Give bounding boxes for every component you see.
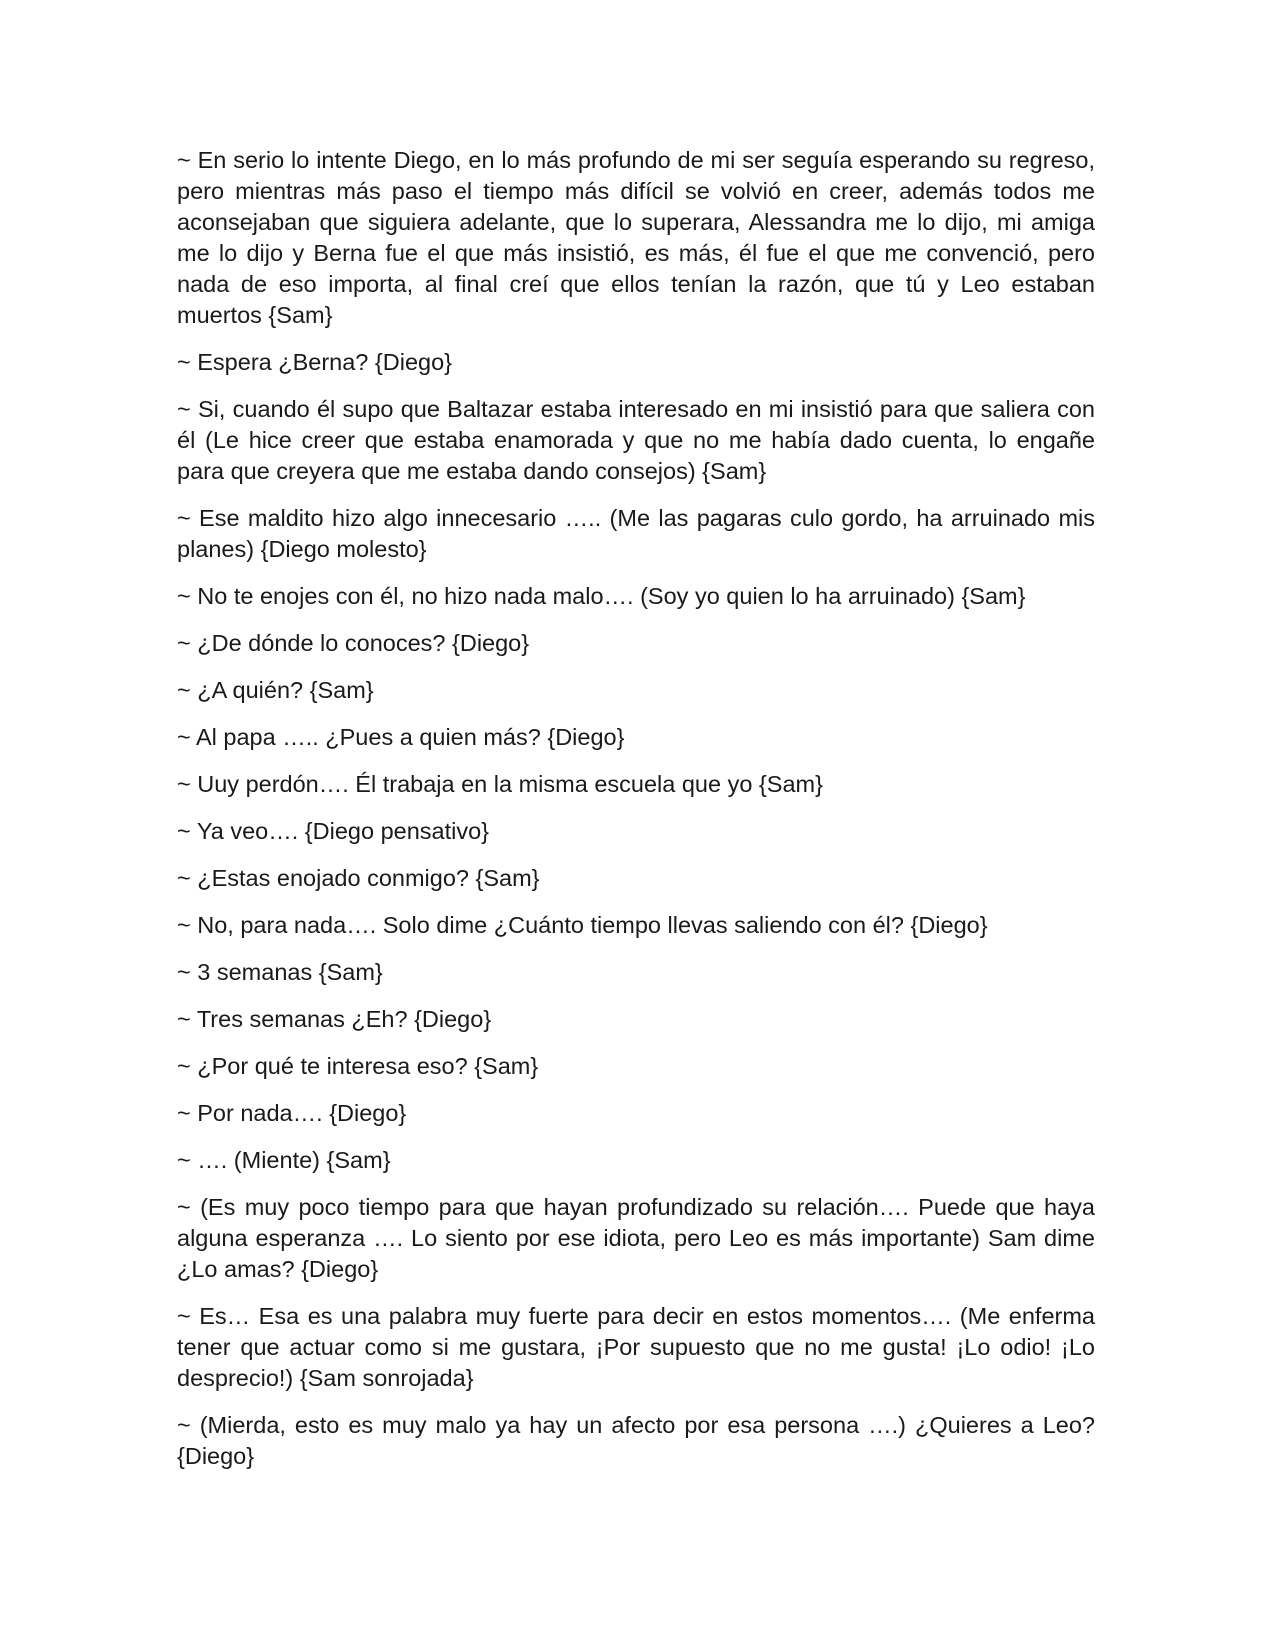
paragraph: ~ Es… Esa es una palabra muy fuerte para decir en estos momentos…. (Me enferma tener que actuar como si me gustara, ¡Por supuesto que no me gusta! ¡Lo odio! ¡Lo desprecio!) {Sam sonrojada} <box>177 1303 1095 1391</box>
paragraph: ~ ¿De dónde lo conoces? {Diego} <box>177 630 530 656</box>
paragraph: ~ Si, cuando él supo que Baltazar estaba interesado en mi insistió para que saliera con él (Le hice creer que estaba enamorada y que no me había dado cuenta, lo engañe para que creyera que me estaba dando consejos) {Sam} <box>177 396 1095 484</box>
paragraph: ~ Tres semanas ¿Eh? {Diego} <box>177 1006 492 1032</box>
paragraph: ~ ¿Estas enojado conmigo? {Sam} <box>177 865 540 891</box>
paragraph: ~ …. (Miente) {Sam} <box>177 1147 391 1173</box>
paragraph: ~ Ese maldito hizo algo innecesario ….. (Me las pagaras culo gordo, ha arruinado mis planes) {Diego molesto} <box>177 505 1095 562</box>
paragraph: ~ No te enojes con él, no hizo nada malo…. (Soy yo quien lo ha arruinado) {Sam} <box>177 583 1026 609</box>
paragraph: ~ Al papa ….. ¿Pues a quien más? {Diego} <box>177 724 625 750</box>
paragraph: ~ 3 semanas {Sam} <box>177 959 383 985</box>
paragraph: ~ Ya veo…. {Diego pensativo} <box>177 818 490 844</box>
paragraph: ~ Uuy perdón…. Él trabaja en la misma escuela que yo {Sam} <box>177 771 823 797</box>
paragraph: ~ ¿A quién? {Sam} <box>177 677 374 703</box>
paragraph: ~ ¿Por qué te interesa eso? {Sam} <box>177 1053 539 1079</box>
paragraph: ~ Espera ¿Berna? {Diego} <box>177 349 453 375</box>
document-body <box>177 145 1095 1488</box>
paragraph: ~ (Mierda, esto es muy malo ya hay un afecto por esa persona ….) ¿Quieres a Leo? {Diego} <box>177 1412 1095 1469</box>
paragraph: ~ (Es muy poco tiempo para que hayan profundizado su relación…. Puede que haya alguna esperanza …. Lo siento por ese idiota, pero Leo es más importante) Sam dime ¿Lo amas? {Diego} <box>177 1194 1095 1282</box>
paragraph: ~ En serio lo intente Diego, en lo más profundo de mi ser seguía esperando su regreso, pero mientras más paso el tiempo más difícil se volvió en creer, además todos me aconsejaban que siguiera adelante, que lo superara, Alessandra me lo dijo, mi amiga me lo dijo y Berna fue el que más insistió, es más, él fue el que me convenció, pero nada de eso importa, al final creí que ellos tenían la razón, que tú y Leo estaban muertos {Sam} <box>177 147 1095 328</box>
paragraph: ~ No, para nada…. Solo dime ¿Cuánto tiempo llevas saliendo con él? {Diego} <box>177 912 988 938</box>
paragraph: ~ Por nada…. {Diego} <box>177 1100 407 1126</box>
